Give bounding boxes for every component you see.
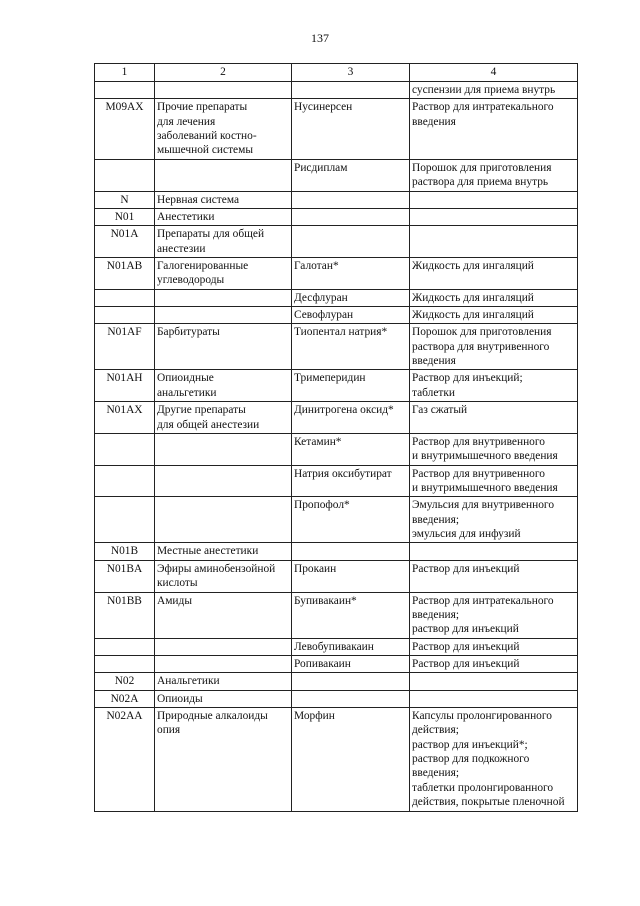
dosage-form-cell: Жидкость для ингаляций xyxy=(410,289,578,306)
dosage-form-cell: суспензии для приема внутрь xyxy=(410,82,578,99)
table-row xyxy=(95,226,578,258)
group-name-cell: Галогенированные углеводороды xyxy=(155,257,292,289)
group-name-cell: Эфиры аминобензойной кислоты xyxy=(155,560,292,592)
atc-code-cell: N02A xyxy=(95,690,155,707)
atc-code-cell: N02 xyxy=(95,673,155,690)
dosage-form-cell: Порошок для приготовления раствора для приема внутрь xyxy=(410,159,578,191)
atc-code-cell: N01B xyxy=(95,543,155,560)
group-name-cell: Природные алкалоиды опия xyxy=(155,708,292,812)
atc-code-cell: N01AB xyxy=(95,257,155,289)
group-name-cell: Местные анестетики xyxy=(155,543,292,560)
dosage-form-cell: Раствор для инъекций xyxy=(410,638,578,655)
dosage-form-cell: Раствор для внутривенного и внутримышечного введения xyxy=(410,433,578,465)
dosage-form-cell: Жидкость для ингаляций xyxy=(410,307,578,324)
group-name-cell: Амиды xyxy=(155,592,292,638)
drug-name-cell: Тиопентал натрия* xyxy=(292,324,410,370)
drug-name-cell: Натрия оксибутират xyxy=(292,465,410,497)
table-row xyxy=(95,690,578,707)
drug-name-cell xyxy=(292,191,410,208)
group-name-cell: Другие препараты для общей анестезии xyxy=(155,402,292,434)
table-row xyxy=(95,159,578,191)
table-row xyxy=(95,433,578,465)
drug-name-cell xyxy=(292,543,410,560)
page-number: 137 xyxy=(311,31,329,45)
table-row xyxy=(95,257,578,289)
dosage-form-cell: Раствор для инъекций xyxy=(410,655,578,672)
group-name-cell xyxy=(155,82,292,99)
group-name-cell xyxy=(155,465,292,497)
dosage-form-cell: Газ сжатый xyxy=(410,402,578,434)
atc-code-cell xyxy=(95,655,155,672)
atc-code-cell: N xyxy=(95,191,155,208)
drug-name-cell xyxy=(292,690,410,707)
atc-code-cell: N01BA xyxy=(95,560,155,592)
drug-name-cell: Ропивакаин xyxy=(292,655,410,672)
table-header-row xyxy=(95,64,578,82)
table-row xyxy=(95,402,578,434)
table-row xyxy=(95,543,578,560)
atc-code-cell: N02AA xyxy=(95,708,155,812)
drug-name-cell: Прокаин xyxy=(292,560,410,592)
dosage-form-cell: Раствор для интратекального введения; раствор для инъекций xyxy=(410,592,578,638)
group-name-cell: Опиоиды xyxy=(155,690,292,707)
atc-code-cell xyxy=(95,289,155,306)
drug-name-cell: Пропофол* xyxy=(292,497,410,543)
table-body xyxy=(95,82,578,812)
atc-code-cell xyxy=(95,497,155,543)
atc-code-cell xyxy=(95,159,155,191)
drug-name-cell xyxy=(292,226,410,258)
table-row xyxy=(95,324,578,370)
group-name-cell xyxy=(155,307,292,324)
dosage-form-cell: Раствор для интратекального введения xyxy=(410,99,578,159)
group-name-cell: Нервная система xyxy=(155,191,292,208)
dosage-form-cell: Раствор для инъекций xyxy=(410,560,578,592)
table-row xyxy=(95,560,578,592)
group-name-cell xyxy=(155,497,292,543)
drug-name-cell: Тримеперидин xyxy=(292,370,410,402)
atc-code-cell: N01BB xyxy=(95,592,155,638)
dosage-form-cell: Жидкость для ингаляций xyxy=(410,257,578,289)
group-name-cell: Барбитураты xyxy=(155,324,292,370)
drug-name-cell: Динитрогена оксид* xyxy=(292,402,410,434)
atc-code-cell xyxy=(95,82,155,99)
drug-name-cell: Бупивакаин* xyxy=(292,592,410,638)
dosage-form-cell: Порошок для приготовления раствора для внутривенного введения xyxy=(410,324,578,370)
table-row xyxy=(95,82,578,99)
dosage-form-cell xyxy=(410,543,578,560)
group-name-cell xyxy=(155,289,292,306)
drug-name-cell: Рисдиплам xyxy=(292,159,410,191)
column-header-group: 2 xyxy=(155,64,292,82)
group-name-cell: Анестетики xyxy=(155,208,292,225)
table-row xyxy=(95,497,578,543)
group-name-cell: Опиоидные анальгетики xyxy=(155,370,292,402)
atc-code-cell: N01AF xyxy=(95,324,155,370)
dosage-form-cell: Капсулы пролонгированного действия; раствор для инъекций*; раствор для подкожного введения; таблетки пролонгированного действия, покрытые пленочной xyxy=(410,708,578,812)
group-name-cell: Прочие препараты для лечения заболеваний костно- мышечной системы xyxy=(155,99,292,159)
table-row xyxy=(95,673,578,690)
dosage-form-cell xyxy=(410,208,578,225)
dosage-form-cell xyxy=(410,226,578,258)
atc-code-cell xyxy=(95,433,155,465)
atc-code-cell: N01 xyxy=(95,208,155,225)
group-name-cell xyxy=(155,638,292,655)
column-header-name: 3 xyxy=(292,64,410,82)
drug-name-cell xyxy=(292,82,410,99)
group-name-cell xyxy=(155,655,292,672)
drug-name-cell: Кетамин* xyxy=(292,433,410,465)
dosage-form-cell: Раствор для внутривенного и внутримышечного введения xyxy=(410,465,578,497)
atc-code-cell xyxy=(95,307,155,324)
table-row xyxy=(95,592,578,638)
drug-name-cell xyxy=(292,673,410,690)
drug-name-cell: Десфлуран xyxy=(292,289,410,306)
drug-name-cell: Нусинерсен xyxy=(292,99,410,159)
group-name-cell: Препараты для общей анестезии xyxy=(155,226,292,258)
table-row xyxy=(95,289,578,306)
atc-code-cell: N01AX xyxy=(95,402,155,434)
dosage-form-cell: Эмульсия для внутривенного введения; эмульсия для инфузий xyxy=(410,497,578,543)
table-row xyxy=(95,191,578,208)
drug-name-cell: Левобупивакаин xyxy=(292,638,410,655)
atc-code-cell: M09AX xyxy=(95,99,155,159)
table-row xyxy=(95,307,578,324)
group-name-cell: Анальгетики xyxy=(155,673,292,690)
atc-code-cell: N01AH xyxy=(95,370,155,402)
column-header-code: 1 xyxy=(95,64,155,82)
drug-name-cell: Галотан* xyxy=(292,257,410,289)
table-row xyxy=(95,708,578,812)
drug-table xyxy=(94,63,578,812)
table-row xyxy=(95,655,578,672)
dosage-form-cell xyxy=(410,673,578,690)
dosage-form-cell xyxy=(410,191,578,208)
atc-code-cell xyxy=(95,465,155,497)
atc-code-cell xyxy=(95,638,155,655)
dosage-form-cell: Раствор для инъекций; таблетки xyxy=(410,370,578,402)
dosage-form-cell xyxy=(410,690,578,707)
table-row xyxy=(95,99,578,159)
drug-name-cell: Севофлуран xyxy=(292,307,410,324)
column-header-form: 4 xyxy=(410,64,578,82)
atc-code-cell: N01A xyxy=(95,226,155,258)
group-name-cell xyxy=(155,433,292,465)
group-name-cell xyxy=(155,159,292,191)
drug-name-cell xyxy=(292,208,410,225)
table-row xyxy=(95,370,578,402)
table-row xyxy=(95,208,578,225)
drug-name-cell: Морфин xyxy=(292,708,410,812)
table-row xyxy=(95,465,578,497)
table-row xyxy=(95,638,578,655)
